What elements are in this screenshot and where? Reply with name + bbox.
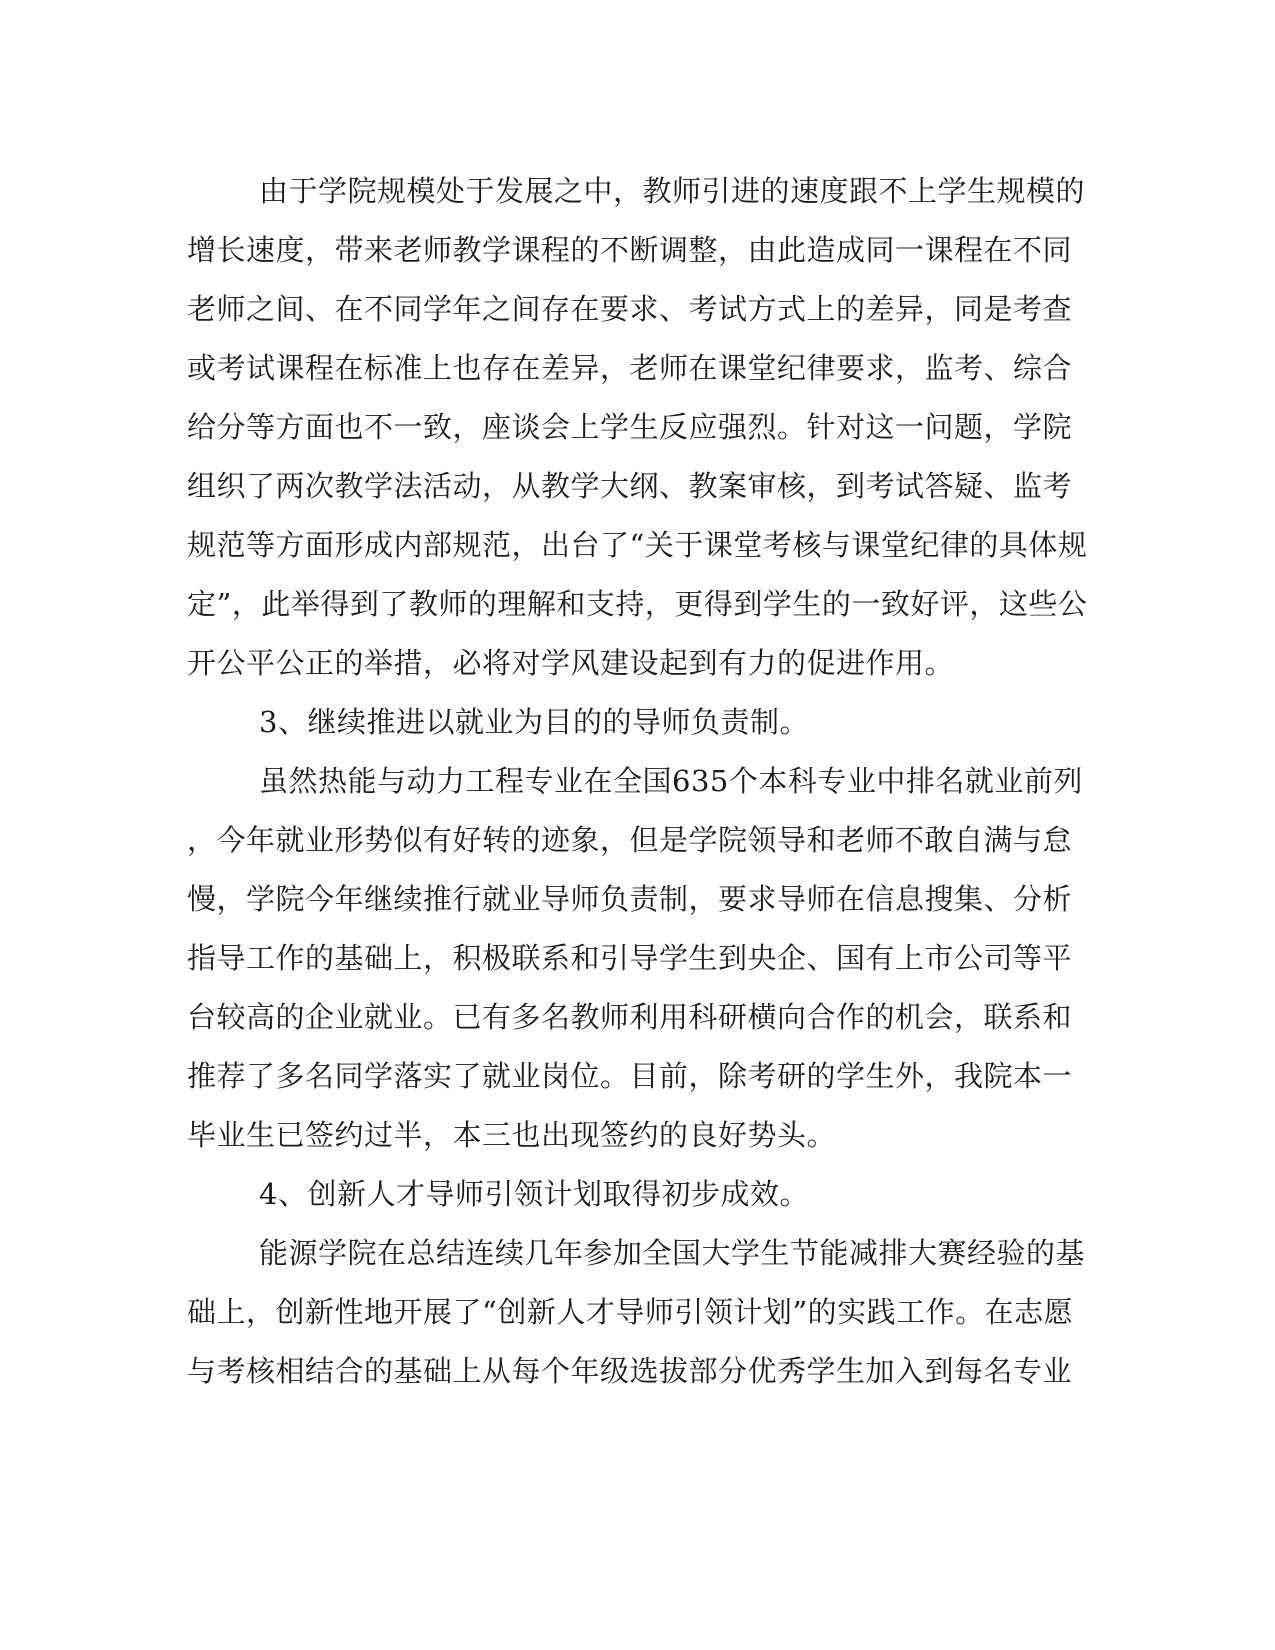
paragraph-line: 增长速度，带来老师教学课程的不断调整，由此造成同一课程在不同	[187, 233, 1073, 267]
section-heading: 3、继续推进以就业为目的的导师负责制。	[259, 705, 809, 739]
body-text	[187, 162, 1088, 1401]
paragraph-line: 慢，学院今年继续推行就业导师负责制，要求导师在信息搜集、分析	[187, 882, 1073, 916]
paragraph-line: 组织了两次教学法活动，从教学大纲、教案审核，到考试答疑、监考	[187, 469, 1073, 503]
paragraph-line: 能源学院在总结连续几年参加全国大学生节能减排大赛经验的基	[259, 1236, 1086, 1270]
paragraph-line: ，今年就业形势似有好转的迹象，但是学院领导和老师不敢自满与怠	[187, 823, 1073, 857]
paragraph-line: 开公平公正的举措，必将对学风建设起到有力的促进作用。	[187, 646, 955, 680]
paragraph-line: 规范等方面形成内部规范，出台了“关于课堂考核与课堂纪律的具体规	[187, 528, 1088, 562]
paragraph-line: 虽然热能与动力工程专业在全国635个本科专业中排名就业前列	[259, 764, 1083, 798]
paragraph-line: 定”，此举得到了教师的理解和支持，更得到学生的一致好评，这些公	[187, 587, 1088, 621]
paragraph-line: 老师之间、在不同学年之间存在要求、考试方式上的差异，同是考查	[187, 292, 1073, 326]
paragraph-line: 台较高的企业就业。已有多名教师利用科研横向合作的机会，联系和	[187, 1000, 1073, 1034]
paragraph-line: 或考试课程在标准上也存在差异，老师在课堂纪律要求，监考、综合	[187, 351, 1073, 385]
section-heading: 4、创新人才导师引领计划取得初步成效。	[259, 1177, 809, 1211]
paragraph-line: 与考核相结合的基础上从每个年级选拔部分优秀学生加入到每名专业	[187, 1354, 1073, 1388]
paragraph-line: 指导工作的基础上，积极联系和引导学生到央企、国有上市公司等平	[187, 941, 1073, 975]
paragraph-line: 推荐了多名同学落实了就业岗位。目前，除考研的学生外，我院本一	[187, 1059, 1073, 1093]
paragraph-line: 毕业生已签约过半，本三也出现签约的良好势头。	[187, 1118, 837, 1152]
paragraph-line: 础上，创新性地开展了“创新人才导师引领计划”的实践工作。在志愿	[187, 1295, 1074, 1329]
paragraph-line: 由于学院规模处于发展之中，教师引进的速度跟不上学生规模的	[259, 174, 1086, 208]
paragraph-line: 给分等方面也不一致，座谈会上学生反应强烈。针对这一问题，学院	[187, 410, 1073, 444]
